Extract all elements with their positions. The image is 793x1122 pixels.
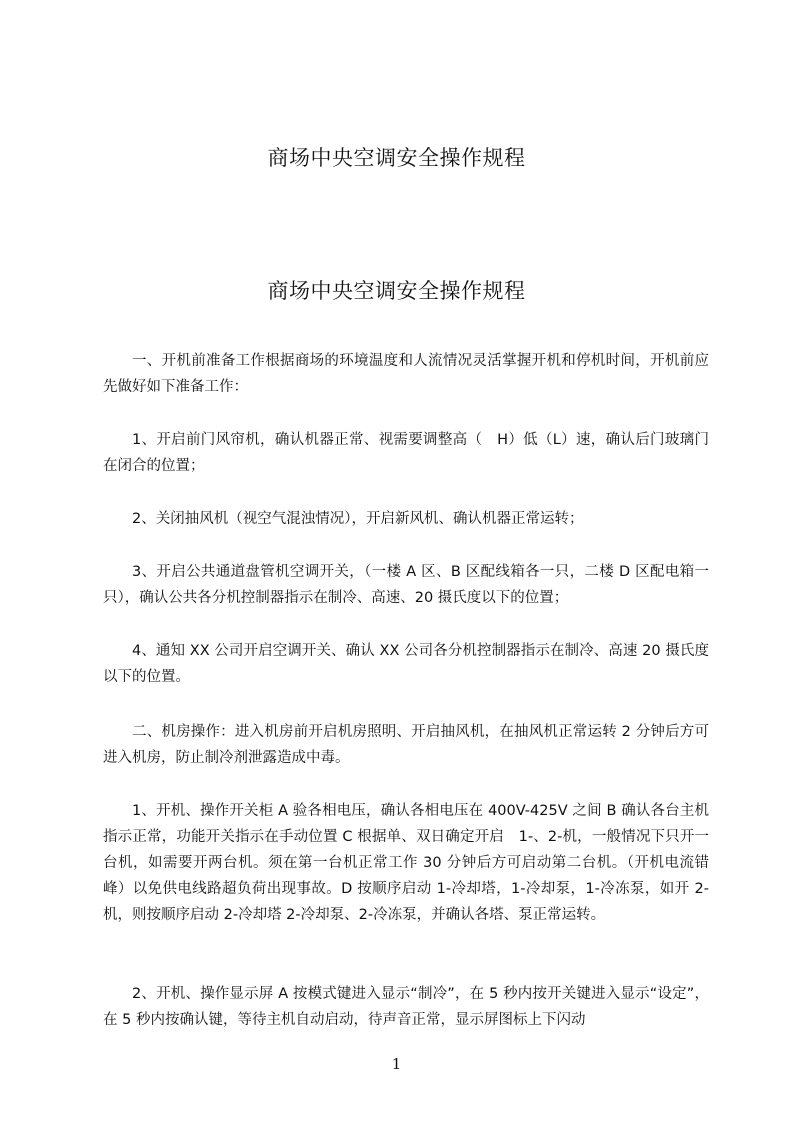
document-title-header: 商场中央空调安全操作规程 <box>267 146 526 170</box>
paragraph-step-2: 2、关闭抽风机（视空气混浊情况），开启新风机、确认机器正常运转； <box>132 510 584 527</box>
paragraph-machine-room-step-2: 2、开机、操作显示屏 A 按模式键进入显示“制冷”，在 5 秒内按开关键进入显示“设定”，在 5 秒内按确认键，等待主机自动启动，待声音正常，显示屏图标上下闪动 <box>103 985 709 1028</box>
paragraph-machine-room-step-1: 1、开机、操作开关柜 A 验各相电压，确认各相电压在 400V-425V 之间 B 确认各台主机指示正常，功能开关指示在手动位置 C 根据单、双日确定开启 1-、2-机，一般情况下只开一台机，如需要开两台机。须在第一台机正常工作 30 分钟后方可启动第二台机。（开机电流错峰）以免供电线路超负荷出现事故。D 按顺序启动 1-冷却塔，1-冷却泵，1-冷冻泵，如开 2-机，则按顺序启动 2-冷却塔 2-冷却泵、2-冷冻泵，并确认各塔、泵正常运转。 <box>103 802 709 923</box>
page-number: 1 <box>391 1055 402 1073</box>
paragraph-section-1-intro: 一、开机前准备工作根据商场的环境温度和人流情况灵活掌握开机和停机时间，开机前应先做好如下准备工作： <box>103 352 709 395</box>
paragraph-step-3: 3、开启公共通道盘管机空调开关，（一楼 A 区、B 区配线箱各一只，二楼 D 区配电箱一只），确认公共各分机控制器指示在制冷、高速、20 摄氏度以下的位置； <box>103 563 709 606</box>
paragraph-step-4: 4、通知 XX 公司开启空调开关、确认 XX 公司各分机控制器指示在制冷、高速 20 摄氏度以下的位置。 <box>103 642 709 685</box>
document-title: 商场中央空调安全操作规程 <box>267 279 526 303</box>
paragraph-step-1: 1、开启前门风帘机，确认机器正常、视需要调整高（ H）低（L）速，确认后门玻璃门在闭合的位置； <box>103 431 709 474</box>
paragraph-section-2-intro: 二、机房操作：进入机房前开启机房照明、开启抽风机，在抽风机正常运转 2 分钟后方可进入机房，防止制冷剂泄露造成中毒。 <box>103 723 709 766</box>
